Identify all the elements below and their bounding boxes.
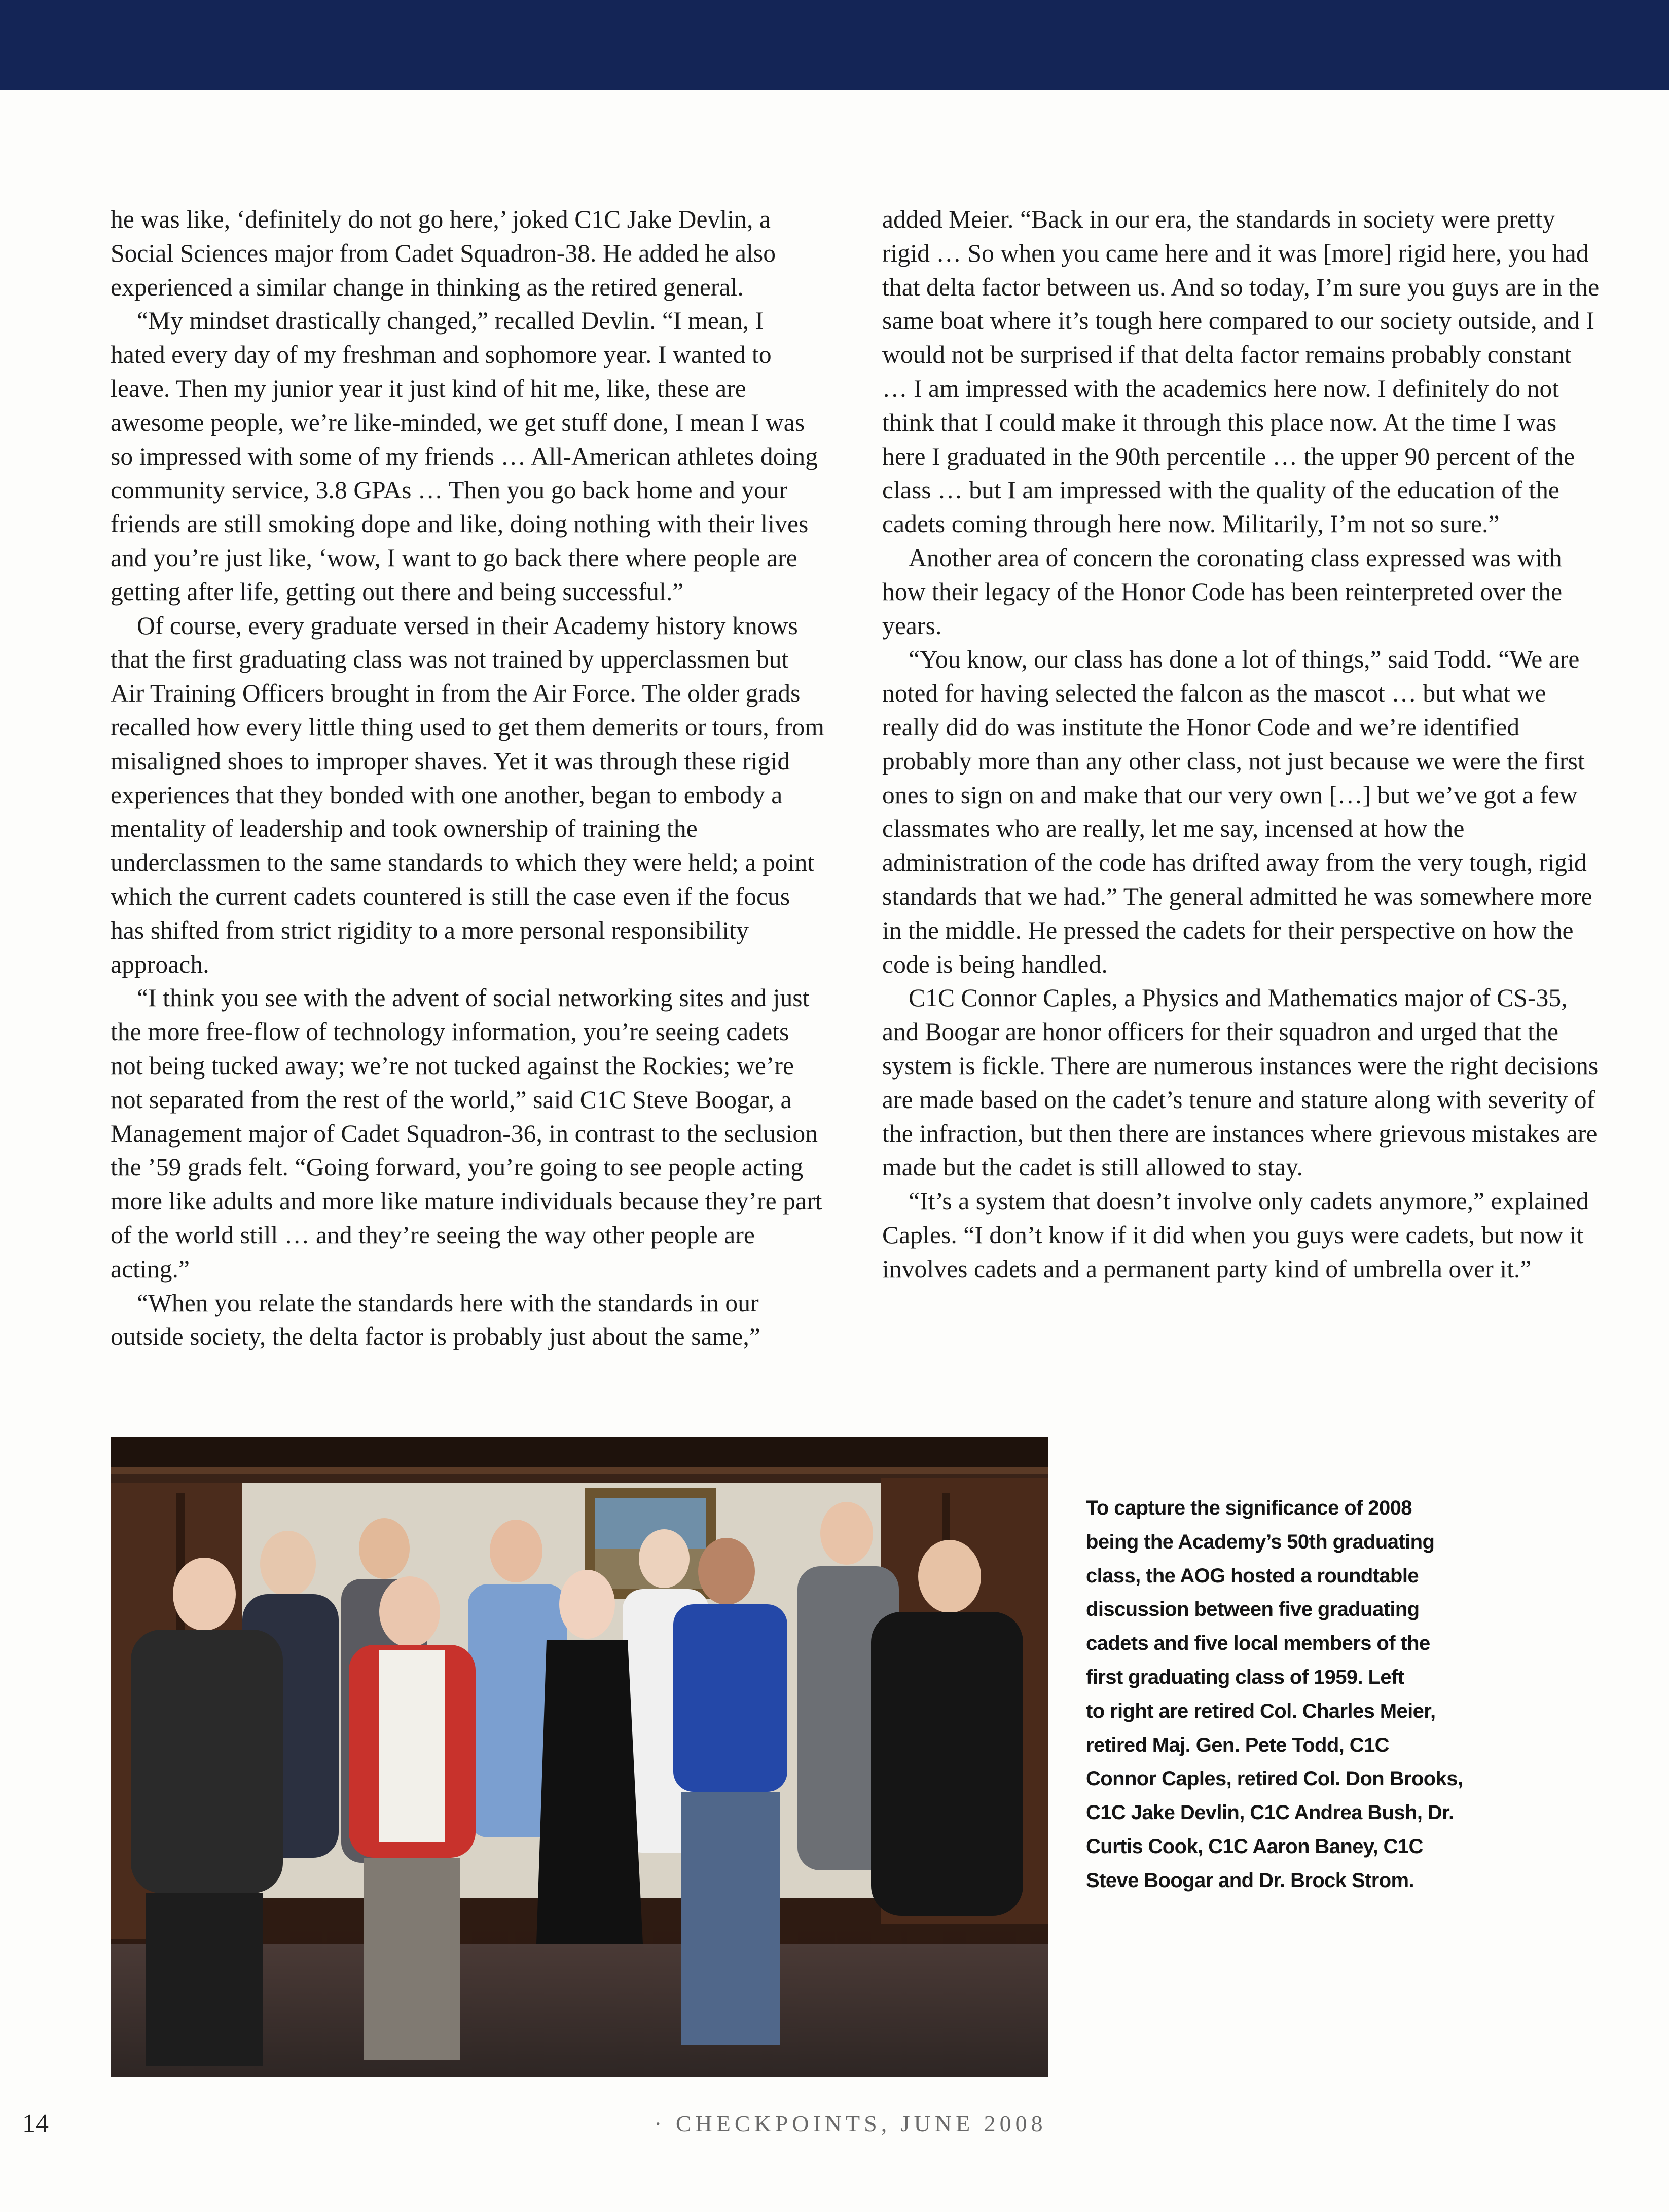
caption-line: being the Academy’s 50th graduating — [1086, 1530, 1435, 1553]
caption-line: Connor Caples, retired Col. Don Brooks, — [1086, 1767, 1463, 1790]
article-paragraph: Of course, every graduate versed in their Academy history knows that the first graduating class was not trained by upperclassmen but Air Training Officers brought in from the Air Force. The older grads recalled how every little thing used to get them demerits or tours, from misaligned shoes to improper shaves. Yet it was through these rigid experiences that they bonded with one another, began to embody a mentality of leadership and took ownership of training the underclassmen to the same standards to which they were held; a point which the current cadets countered is still the case even if the focus has shifted from strict rigidity to a more personal responsibility approach. — [111, 611, 824, 978]
article-paragraph: added Meier. “Back in our era, the standards in society were pretty rigid … So when you came here and it was [more] rigid here, you had that delta factor between us. And so today, I’m sure you guys are in the same boat where it’s tough here compared to our society outside, and I would not be surprised if that delta factor remains probably constant … I am impressed with the academics here now. I definitely do not think that I could make it through this place now. At the time I was here I graduated in the 90th percentile … the upper 90 percent of the class … but I am impressed with the quality of the education of the cadets coming through here now. Militarily, I’m not so sure.” — [882, 205, 1600, 538]
caption-line: Curtis Cook, C1C Aaron Baney, C1C — [1086, 1835, 1423, 1858]
caption-line: cadets and five local members of the — [1086, 1632, 1430, 1655]
article-paragraph: “You know, our class has done a lot of things,” said Todd. “We are noted for having selected the falcon as the mascot … but what we really did do was institute the Honor Code and we’re identified probably more than any other class, not just because we were the first ones to sign on and make that our very own […] but we’ve got a few classmates who are really, let me say, incensed at how the administration of the code has drifted away from the very tough, rigid standards that we had.” The general admitted he was somewhere more in the middle. He pressed the cadets for their perspective on how the code is being handled. — [882, 645, 1592, 978]
photo-caption — [1086, 1491, 1471, 1898]
caption-line: first graduating class of 1959. Left — [1086, 1666, 1404, 1688]
caption-line: to right are retired Col. Charles Meier, — [1086, 1700, 1436, 1722]
header-band — [0, 0, 1669, 90]
article-paragraph: Another area of concern the coronating class expressed was with how their legacy of the Honor Code has been reinterpreted over the years. — [882, 543, 1563, 640]
article-paragraph: he was like, ‘definitely do not go here,’ joked C1C Jake Devlin, a Social Sciences major from Cadet Squadron-38. He added he also experienced a similar change in thinking as the retired general. — [111, 205, 776, 301]
caption-line: retired Maj. Gen. Pete Todd, C1C — [1086, 1734, 1389, 1756]
publication-footer: · CHECKPOINTS, JUNE 2008 — [654, 2111, 1047, 2136]
caption-line: Steve Boogar and Dr. Brock Strom. — [1086, 1869, 1414, 1892]
caption-line: C1C Jake Devlin, C1C Andrea Bush, Dr. — [1086, 1801, 1454, 1824]
caption-line: To capture the significance of 2008 — [1086, 1497, 1412, 1519]
article-paragraph: “My mindset drastically changed,” recalled Devlin. “I mean, I hated every day of my freshman and sophomore year. I wanted to leave. Then my junior year it just kind of hit me, like, these are awesome people, we’re like-minded, we get stuff done, I mean I was so impressed with some of my friends … All-American athletes doing community service, 3.8 GPAs … Then you go back home and your friends are still smoking dope and like, doing nothing with their lives and you’re just like, ‘wow, I want to go back there where people are getting after life, getting out there and being successful.” — [111, 307, 818, 606]
page-number: 14 — [22, 2109, 49, 2138]
article-paragraph: “I think you see with the advent of social networking sites and just the more free-flow of technology information, you’re seeing cadets not being tucked away; we’re not tucked against the Rockies; we’re not separated from the rest of the world,” said C1C Steve Boogar, a Management major of Cadet Squadron-36, in contrast to the seclusion the ’59 grads felt. “Going forward, you’re going to see people acting more like adults and more like mature individuals because they’re part of the world still … and they’re seeing the way other people are acting.” — [111, 984, 822, 1283]
article-paragraph: “It’s a system that doesn’t involve only cadets anymore,” explained Caples. “I don’t know if it did when you guys were cadets, but now it involves cadets and a permanent party kind of umbrella over it.” — [882, 1187, 1589, 1283]
caption-line: discussion between five graduating — [1086, 1598, 1420, 1621]
article-left-column — [111, 203, 824, 1354]
group-photo — [111, 1437, 1048, 2077]
article-paragraph: C1C Connor Caples, a Physics and Mathematics major of CS-35, and Boogar are honor officers for their squadron and urged that the system is fickle. There are numerous instances were the right decisions are made based on the cadet’s tenure and stature along with severity of the infraction, but then there are instances where grievous mistakes are made but the cadet is still allowed to stay. — [882, 984, 1599, 1182]
article-right-column — [882, 203, 1602, 1286]
caption-line: class, the AOG hosted a roundtable — [1086, 1564, 1419, 1587]
article-paragraph: “When you relate the standards here with the standards in our outside society, the delta factor is probably just about the same,” — [111, 1288, 760, 1351]
